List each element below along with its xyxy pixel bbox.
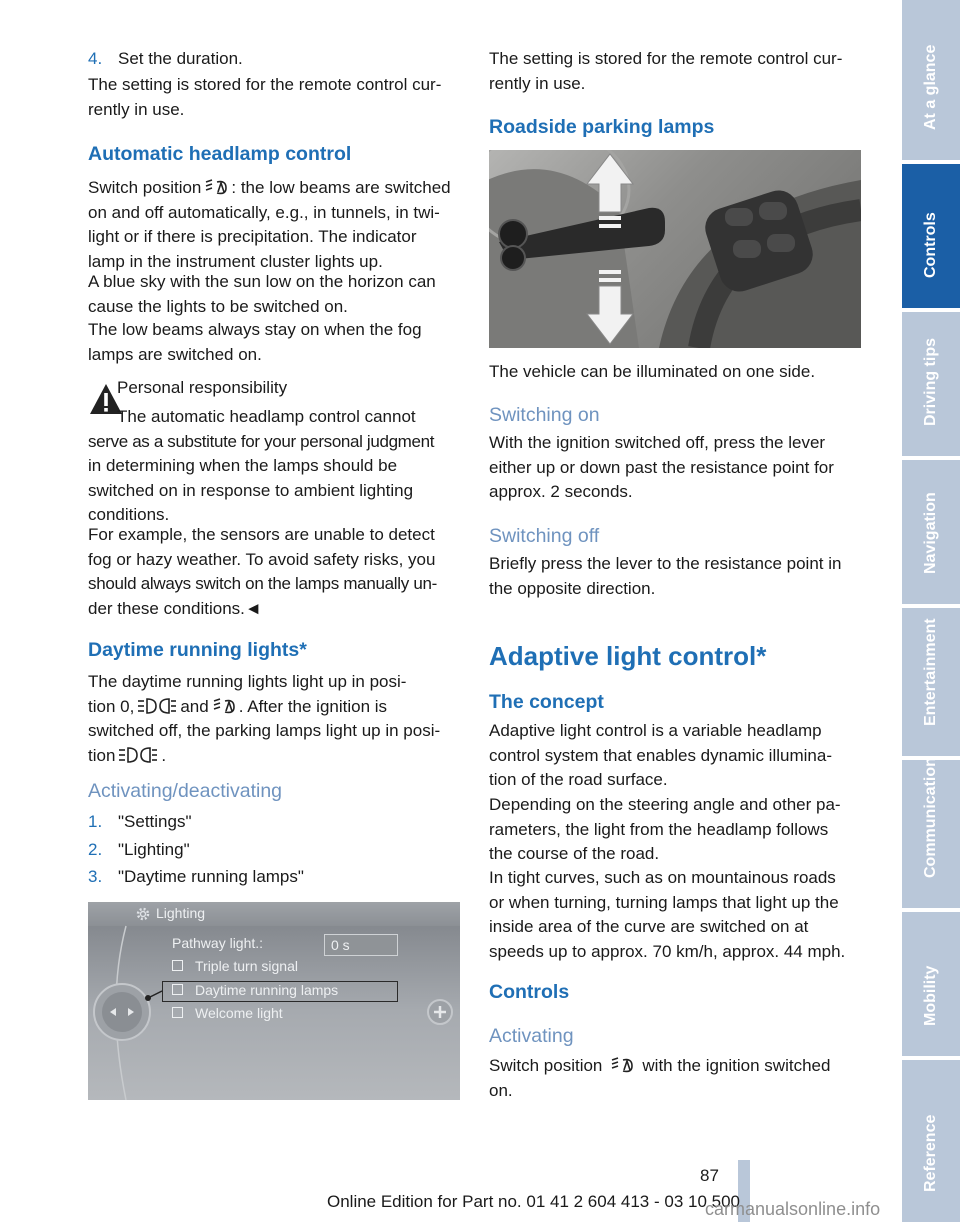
section-heading: Automatic headlamp control — [88, 143, 352, 165]
tab-navigation[interactable]: Navigation — [902, 460, 960, 604]
footer-text: Online Edition for Part no. 01 41 2 604 413 - 03 10 500 — [326, 1192, 740, 1211]
tab-communication[interactable]: Communication — [902, 760, 960, 908]
paragraph: Briefly press the lever to the resistance point in the opposite direction. — [489, 554, 842, 598]
list-item: 3. "Daytime running lamps" — [88, 867, 304, 886]
screen-option[interactable]: Triple turn signal — [172, 958, 298, 974]
subsection-heading: Activating — [489, 1025, 574, 1047]
auto-headlamp-icon — [212, 697, 236, 715]
paragraph: Switch position : the low beams are switched on and off automatically, e.g., in tunnels, in twi- light or if there is precipitation. The indicator lamp in the instrument cluster lights up. — [88, 178, 451, 271]
paragraph: The setting is stored for the remote control cur- rently in use. — [489, 49, 843, 93]
parking-lamps-icon — [137, 697, 177, 715]
screen-option[interactable]: Welcome light — [172, 1005, 283, 1021]
pathway-light-label: Pathway light.: — [172, 935, 264, 951]
paragraph: With the ignition switched off, press the lever either up or down past the resistance point for approx. 2 seconds. — [489, 433, 834, 501]
list-item: 4. Set the duration. — [88, 49, 243, 68]
list-item: 2. "Lighting" — [88, 840, 190, 859]
tab-controls[interactable]: Controls — [902, 164, 960, 308]
paragraph: A blue sky with the sun low on the horizon can cause the lights to be switched on. — [88, 272, 436, 316]
screen-option-selected[interactable]: Daytime running lamps — [172, 982, 338, 998]
paragraph: The setting is stored for the remote control cur- rently in use. — [88, 75, 442, 119]
warning-title: Personal responsibility — [117, 378, 288, 397]
watermark: carmanualsonline.info — [705, 1199, 881, 1219]
warning-text: The automatic headlamp control cannot serve as a substitute for your personal judgment in determining when the lamps should be switched on in response to ambient lighting conditions. — [88, 407, 435, 524]
idrive-lighting-screen — [88, 902, 460, 1100]
paragraph: Depending on the steering angle and other pa- rameters, the light from the headlamp follows the course of the road. — [489, 795, 841, 863]
up-down-arrows — [581, 150, 639, 348]
page-number: 87 — [700, 1166, 719, 1185]
tab-driving-tips[interactable]: Driving tips — [902, 312, 960, 456]
tab-entertainment[interactable]: Entertainment — [902, 608, 960, 756]
subsection-heading: Switching off — [489, 525, 600, 547]
subsection-heading: Activating/deactivating — [88, 780, 283, 802]
chapter-heading: Adaptive light control* — [489, 641, 767, 671]
auto-headlamp-icon — [605, 1056, 639, 1074]
paragraph: The daytime running lights light up in posi- tion 0, and . After the ignition is switched off, the parking lamps light up in posi- tion . — [88, 672, 441, 765]
subsection-heading: Switching on — [489, 404, 600, 426]
tab-reference[interactable]: Reference — [902, 1060, 960, 1222]
controller-graphic — [88, 902, 460, 1100]
list-item: 1. "Settings" — [88, 812, 192, 831]
section-heading: Roadside parking lamps — [489, 116, 715, 138]
paragraph: In tight curves, such as on mountainous roads or when turning, turning lamps that light up the inside area of the curve are switched on at speeds up to approx. 70 km/h, approx. 44 mph. — [489, 868, 846, 961]
pathway-light-value[interactable]: 0 s — [324, 934, 398, 956]
tab-at-a-glance[interactable]: At a glance — [902, 0, 960, 160]
section-heading: Daytime running lights* — [88, 639, 307, 661]
auto-headlamp-icon — [204, 178, 228, 196]
lever-photo — [489, 150, 861, 348]
tab-mobility[interactable]: Mobility — [902, 912, 960, 1056]
lever-illustration — [489, 150, 861, 348]
paragraph: The low beams always stay on when the fog lamps are switched on. — [88, 320, 422, 364]
chapter-tabs — [902, 0, 960, 1222]
section-heading: The concept — [489, 691, 604, 713]
paragraph: The vehicle can be illuminated on one side. — [489, 362, 816, 381]
screen-title: Lighting — [156, 905, 206, 921]
parking-lamps-icon — [118, 746, 158, 764]
section-heading: Controls — [489, 981, 570, 1003]
paragraph: Switch position with the ignition switched on. — [489, 1056, 831, 1100]
paragraph: Adaptive light control is a variable headlamp control system that enables dynamic illumina- tion of the road surface. — [489, 721, 832, 789]
paragraph: For example, the sensors are unable to detect fog or hazy weather. To avoid safety risks, you should always switch on the lamps manually un- der these conditions.◄ — [88, 525, 438, 618]
